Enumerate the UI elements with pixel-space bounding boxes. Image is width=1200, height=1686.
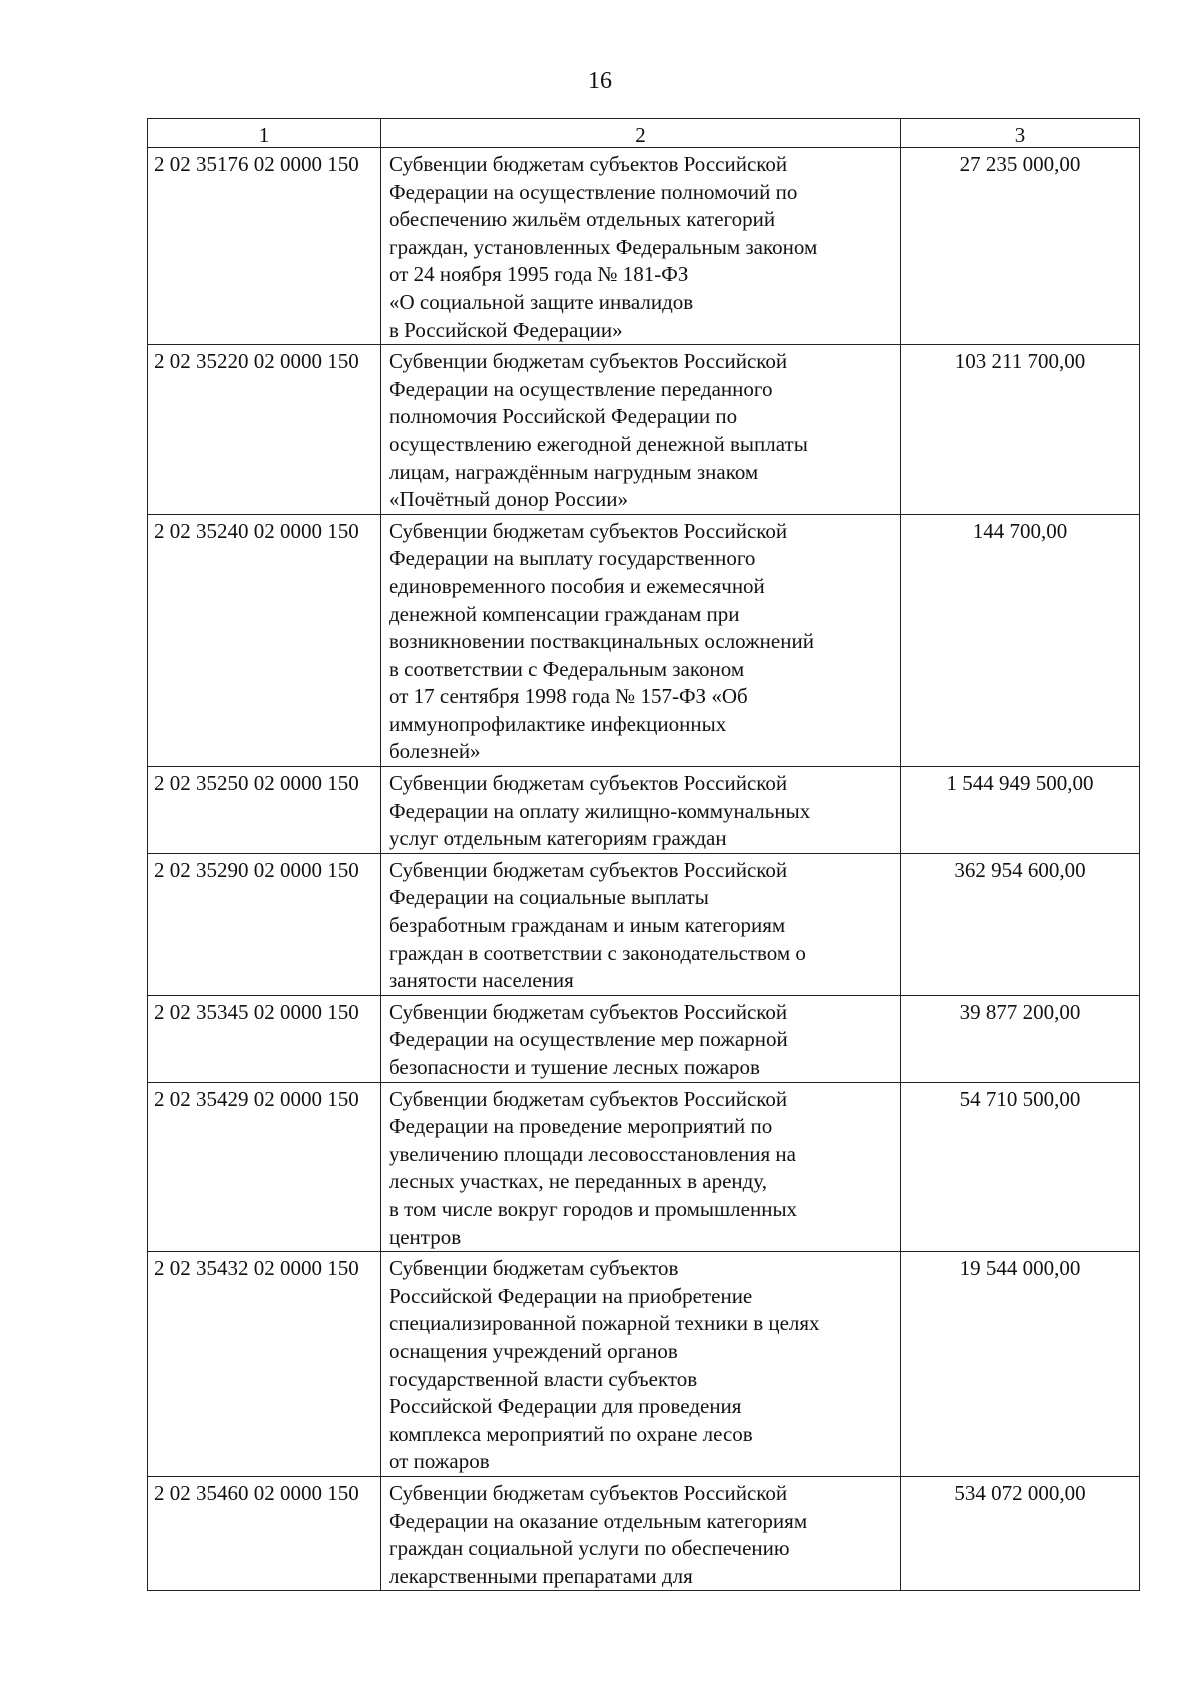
table-header-row (148, 119, 1140, 148)
budget-classification-code: 2 02 35240 02 0000 150 (148, 514, 381, 766)
revenue-description (381, 767, 901, 854)
description-line: занятости населения (389, 968, 574, 993)
revenue-description (381, 345, 901, 515)
description-line: Субвенции бюджетам субъектов Российской (389, 999, 788, 1024)
budget-classification-code: 2 02 35220 02 0000 150 (148, 345, 381, 515)
description-line: граждан социальной услуги по обеспечению (389, 1536, 790, 1561)
description-line: граждан, установленных Федеральным законом (389, 234, 818, 259)
table-row (148, 1252, 1140, 1477)
amount-value: 362 954 600,00 (901, 853, 1140, 995)
description-line: от 17 сентября 1998 года № 157-ФЗ «Об (389, 684, 748, 709)
budget-classification-code: 2 02 35429 02 0000 150 (148, 1082, 381, 1252)
description-line: Федерации на осуществление переданного (389, 376, 773, 401)
description-line: Субвенции бюджетам субъектов Российской (389, 349, 788, 374)
description-line: специализированной пожарной техники в целях (389, 1311, 820, 1336)
amount-value: 103 211 700,00 (901, 345, 1140, 515)
description-line: Российской Федерации на приобретение (389, 1283, 753, 1308)
budget-classification-code: 2 02 35460 02 0000 150 (148, 1476, 381, 1590)
description-line: Субвенции бюджетам субъектов Российской (389, 771, 788, 796)
description-line: в Российской Федерации» (389, 317, 623, 342)
table-row (148, 345, 1140, 515)
description-line: «Почётный донор России» (389, 487, 628, 512)
table-row (148, 767, 1140, 854)
table-row (148, 148, 1140, 345)
description-line: Федерации на оплату жилищно-коммунальных (389, 798, 811, 823)
description-line: обеспечению жильём отдельных категорий (389, 207, 776, 232)
description-line: единовременного пособия и ежемесячной (389, 573, 765, 598)
table-row (148, 1082, 1140, 1252)
budget-classification-code: 2 02 35290 02 0000 150 (148, 853, 381, 995)
revenue-description (381, 1476, 901, 1590)
description-line: увеличению площади лесовосстановления на (389, 1141, 796, 1166)
description-line: денежной компенсации гражданам при (389, 601, 740, 626)
table-row (148, 995, 1140, 1082)
budget-classification-code: 2 02 35176 02 0000 150 (148, 148, 381, 345)
description-line: оснащения учреждений органов (389, 1338, 678, 1363)
description-line: Субвенции бюджетам субъектов (389, 1256, 679, 1281)
description-line: Субвенции бюджетам субъектов Российской (389, 1480, 788, 1505)
amount-value: 54 710 500,00 (901, 1082, 1140, 1252)
revenue-description (381, 1252, 901, 1477)
description-line: полномочия Российской Федерации по (389, 404, 738, 429)
description-line: Российской Федерации для проведения (389, 1394, 742, 1419)
description-line: Федерации на оказание отдельным категориям (389, 1508, 808, 1533)
revenue-description (381, 1082, 901, 1252)
description-line: комплекса мероприятий по охране лесов (389, 1421, 753, 1446)
description-line: Федерации на осуществление полномочий по (389, 179, 798, 204)
description-line: Федерации на проведение мероприятий по (389, 1114, 773, 1139)
description-line: граждан в соответствии с законодательством о (389, 940, 806, 965)
column-header-code: 1 (148, 119, 381, 148)
description-line: безработным гражданам и иным категориям (389, 913, 786, 938)
description-line: государственной власти субъектов (389, 1366, 698, 1391)
description-line: лесных участках, не переданных в аренду, (389, 1169, 767, 1194)
amount-value: 39 877 200,00 (901, 995, 1140, 1082)
description-line: Федерации на осуществление мер пожарной (389, 1027, 788, 1052)
description-line: от пожаров (389, 1449, 490, 1474)
table-row (148, 1476, 1140, 1590)
description-line: иммунопрофилактике инфекционных (389, 711, 727, 736)
table-row (148, 514, 1140, 766)
column-header-description: 2 (381, 119, 901, 148)
description-line: услуг отдельным категориям граждан (389, 826, 727, 851)
description-line: Федерации на выплату государственного (389, 546, 756, 571)
description-line: Субвенции бюджетам субъектов Российской (389, 518, 788, 543)
amount-value: 19 544 000,00 (901, 1252, 1140, 1477)
description-line: возникновении поствакцинальных осложнений (389, 629, 814, 654)
description-line: болезней» (389, 739, 481, 764)
budget-classification-code: 2 02 35250 02 0000 150 (148, 767, 381, 854)
amount-value: 27 235 000,00 (901, 148, 1140, 345)
page-number: 16 (588, 68, 612, 94)
budget-classification-code: 2 02 35432 02 0000 150 (148, 1252, 381, 1477)
column-header-amount: 3 (901, 119, 1140, 148)
table-row (148, 853, 1140, 995)
description-line: безопасности и тушение лесных пожаров (389, 1055, 760, 1079)
description-line: «О социальной защите инвалидов (389, 289, 694, 314)
budget-classification-code: 2 02 35345 02 0000 150 (148, 995, 381, 1082)
budget-table (147, 118, 1140, 1591)
amount-value: 1 544 949 500,00 (901, 767, 1140, 854)
description-line: Федерации на социальные выплаты (389, 885, 709, 910)
description-line: Субвенции бюджетам субъектов Российской (389, 1086, 788, 1111)
revenue-description (381, 853, 901, 995)
description-line: от 24 ноября 1995 года № 181-ФЗ (389, 262, 689, 287)
description-line: осуществлению ежегодной денежной выплаты (389, 431, 808, 456)
amount-value: 534 072 000,00 (901, 1476, 1140, 1590)
revenue-description (381, 514, 901, 766)
description-line: лицам, награждённым нагрудным знаком (389, 459, 759, 484)
amount-value: 144 700,00 (901, 514, 1140, 766)
description-line: в том числе вокруг городов и промышленных (389, 1196, 798, 1221)
description-line: Субвенции бюджетам субъектов Российской (389, 152, 788, 176)
revenue-description (381, 148, 901, 345)
description-line: Субвенции бюджетам субъектов Российской (389, 857, 788, 882)
description-line: центров (389, 1224, 462, 1249)
revenue-description (381, 995, 901, 1082)
description-line: лекарственными препаратами для (389, 1563, 693, 1588)
description-line: в соответствии с Федеральным законом (389, 656, 745, 681)
